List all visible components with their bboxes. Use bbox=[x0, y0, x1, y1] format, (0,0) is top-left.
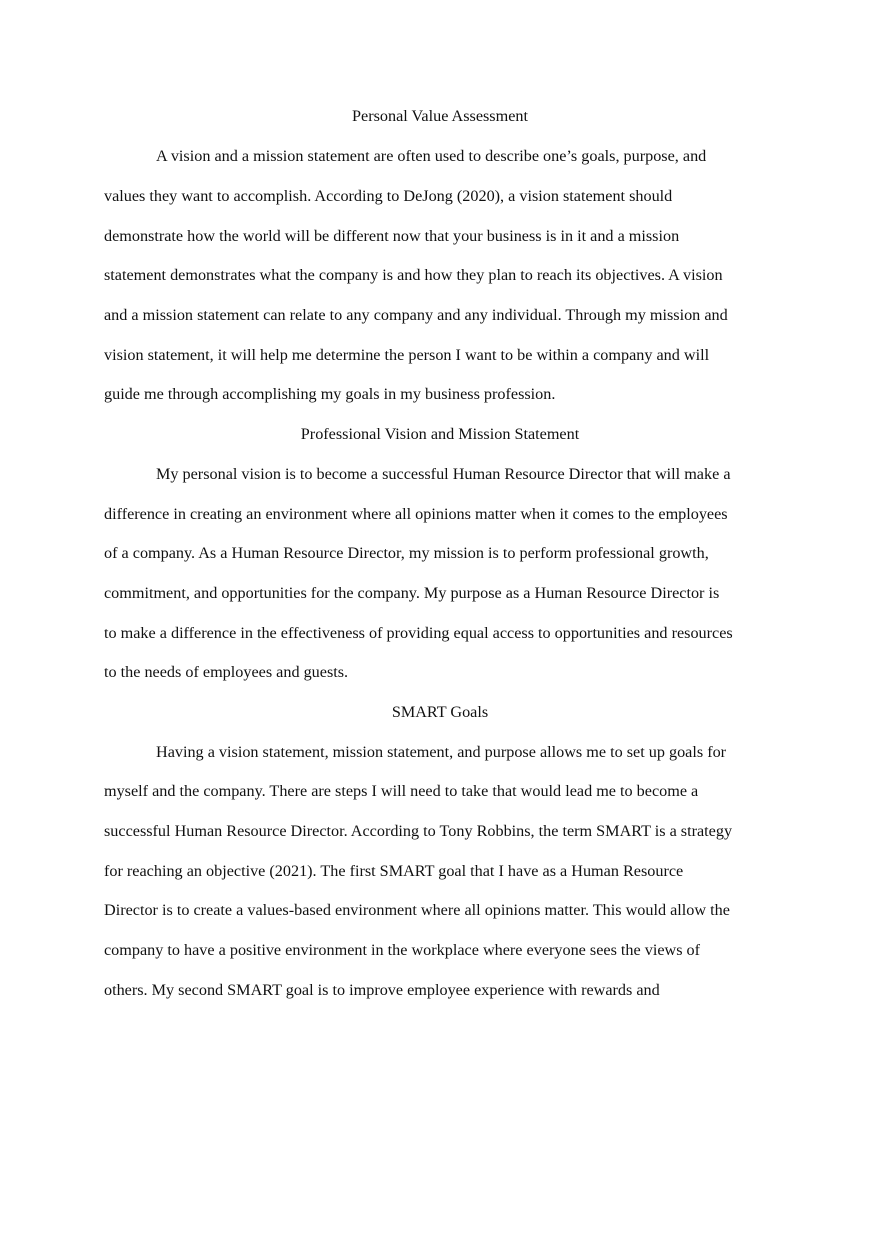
paragraph-line: and a mission statement can relate to any company and any individual. Through my mission and bbox=[104, 306, 728, 324]
paragraph-line: successful Human Resource Director. According to Tony Robbins, the term SMART is a strategy bbox=[104, 822, 733, 840]
paragraph-line: vision statement, it will help me determine the person I want to be within a company and will bbox=[104, 346, 710, 364]
paragraph-line: for reaching an objective (2021). The first SMART goal that I have as a Human Resource bbox=[104, 862, 684, 880]
paragraph-line: values they want to accomplish. According to DeJong (2020), a vision statement should bbox=[104, 187, 673, 205]
section-heading-vision-mission: Professional Vision and Mission Statement bbox=[300, 425, 580, 443]
paragraph-line: company to have a positive environment in the workplace where everyone sees the views of bbox=[104, 941, 701, 959]
paragraph-line: Having a vision statement, mission statement, and purpose allows me to set up goals for bbox=[156, 743, 727, 761]
page-title: Personal Value Assessment bbox=[352, 107, 528, 125]
paragraph-line: Director is to create a values-based environment where all opinions matter. This would allow the bbox=[104, 901, 730, 919]
paragraph-line: statement demonstrates what the company is and how they plan to reach its objectives. A vision bbox=[104, 266, 723, 284]
section-heading-smart-goals: SMART Goals bbox=[391, 703, 489, 721]
paragraph-line: commitment, and opportunities for the company. My purpose as a Human Resource Director is bbox=[104, 584, 720, 602]
paragraph-line: to the needs of employees and guests. bbox=[104, 663, 349, 681]
paragraph-line: others. My second SMART goal is to improve employee experience with rewards and bbox=[104, 981, 660, 999]
paragraph-line: guide me through accomplishing my goals in my business profession. bbox=[104, 385, 556, 403]
paragraph-line: myself and the company. There are steps I will need to take that would lead me to become a bbox=[104, 782, 699, 800]
paragraph-line: A vision and a mission statement are often used to describe one’s goals, purpose, and bbox=[156, 147, 707, 165]
paragraph-line: difference in creating an environment where all opinions matter when it comes to the employees bbox=[104, 505, 728, 523]
paragraph-line: My personal vision is to become a successful Human Resource Director that will make a bbox=[156, 465, 731, 483]
paragraph-line: demonstrate how the world will be different now that your business is in it and a mission bbox=[104, 227, 680, 245]
paragraph-line: to make a difference in the effectiveness of providing equal access to opportunities and resources bbox=[104, 624, 733, 642]
paragraph-line: of a company. As a Human Resource Director, my mission is to perform professional growth, bbox=[104, 544, 709, 562]
